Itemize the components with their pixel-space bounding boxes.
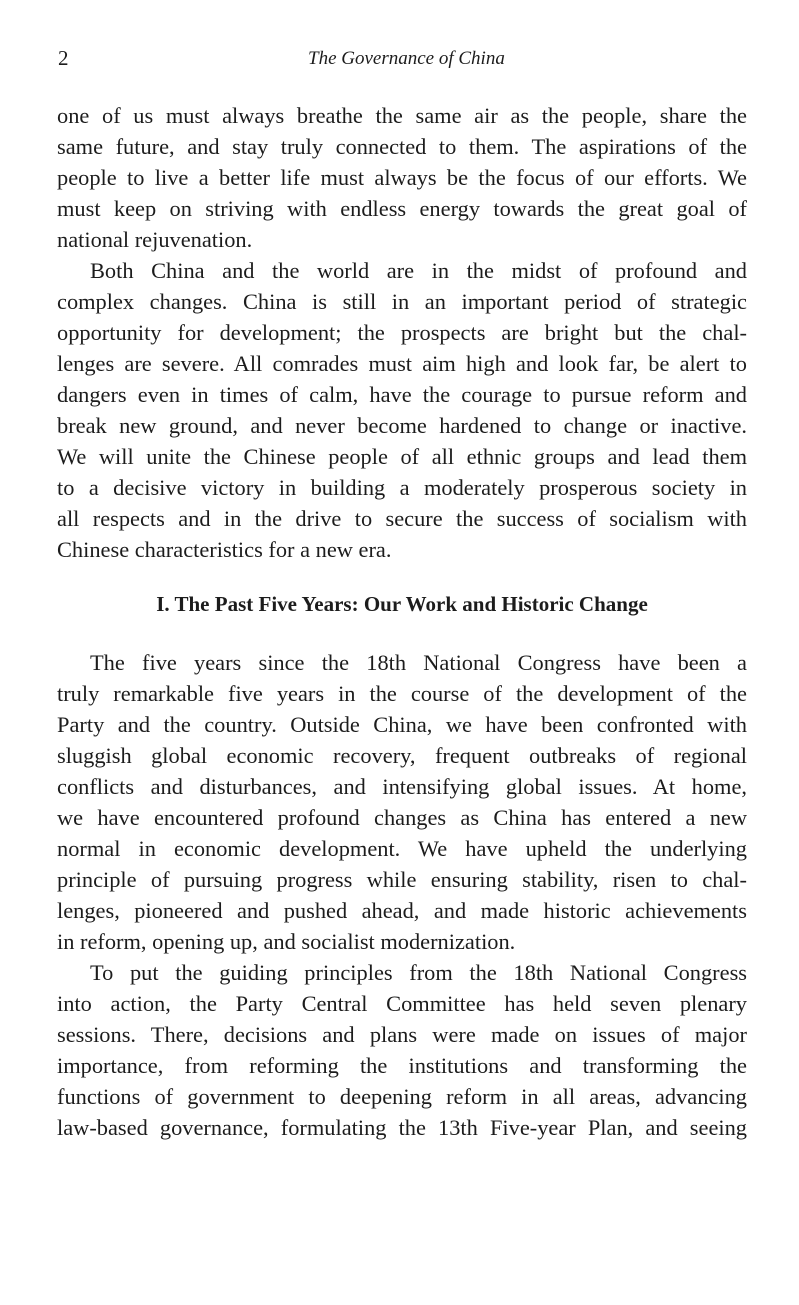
section-heading: I. The Past Five Years: Our Work and Historic Change [156,592,648,616]
text-line: must keep on striving with endless energy towards the great goal of [57,196,747,221]
text-line: to a decisive victory in building a moderately prosperous society in [57,475,747,500]
page-header [58,46,749,76]
paragraph [57,255,747,565]
text-line: one of us must always breathe the same air as the people, share the [57,103,747,128]
text-line: opportunity for development; the prospects are bright but the chal- [57,320,747,345]
text-line: To put the guiding principles from the 18th National Congress [90,960,747,985]
body-text [57,100,747,1143]
text-line: Both China and the world are in the midst of profound and [90,258,747,283]
paragraph [57,100,747,255]
text-line: into action, the Party Central Committee has held seven plenary [57,991,747,1016]
text-line: same future, and stay truly connected to them. The aspirations of the [57,134,747,159]
text-line: all respects and in the drive to secure the success of socialism with [57,506,747,531]
text-line: The five years since the 18th National Congress have been a [90,650,747,675]
text-line: we have encountered profound changes as China has entered a new [57,805,747,830]
text-line: principle of pursuing progress while ensuring stability, risen to chal- [57,867,747,892]
page-number: 2 [58,46,69,70]
paragraph [57,957,747,1143]
text-line: Party and the country. Outside China, we have been confronted with [57,712,747,737]
text-line: dangers even in times of calm, have the courage to pursue reform and [57,382,747,407]
text-line: importance, from reforming the institutions and transforming the [57,1053,747,1078]
text-line: national rejuvenation. [57,227,253,252]
text-line: normal in economic development. We have upheld the underlying [57,836,747,861]
text-line: functions of government to deepening reform in all areas, advancing [57,1084,747,1109]
running-title: The Governance of China [308,48,505,69]
text-line: sessions. There, decisions and plans were made on issues of major [57,1022,747,1047]
text-line: We will unite the Chinese people of all ethnic groups and lead them [57,444,747,469]
text-line: people to live a better life must always be the focus of our efforts. We [57,165,747,190]
text-line: complex changes. China is still in an important period of strategic [57,289,747,314]
text-line: in reform, opening up, and socialist modernization. [57,929,516,954]
text-line: truly remarkable five years in the course of the development of the [57,681,747,706]
text-line: break new ground, and never become hardened to change or inactive. [57,413,747,438]
text-line: law-based governance, formulating the 13th Five-year Plan, and seeing [57,1115,747,1140]
text-line: lenges, pioneered and pushed ahead, and made historic achievements [57,898,747,923]
paragraph [57,647,747,957]
text-line: sluggish global economic recovery, frequent outbreaks of regional [57,743,747,768]
text-line: Chinese characteristics for a new era. [57,537,392,562]
text-line: lenges are severe. All comrades must aim high and look far, be alert to [57,351,747,376]
text-line: conflicts and disturbances, and intensifying global issues. At home, [57,774,747,799]
